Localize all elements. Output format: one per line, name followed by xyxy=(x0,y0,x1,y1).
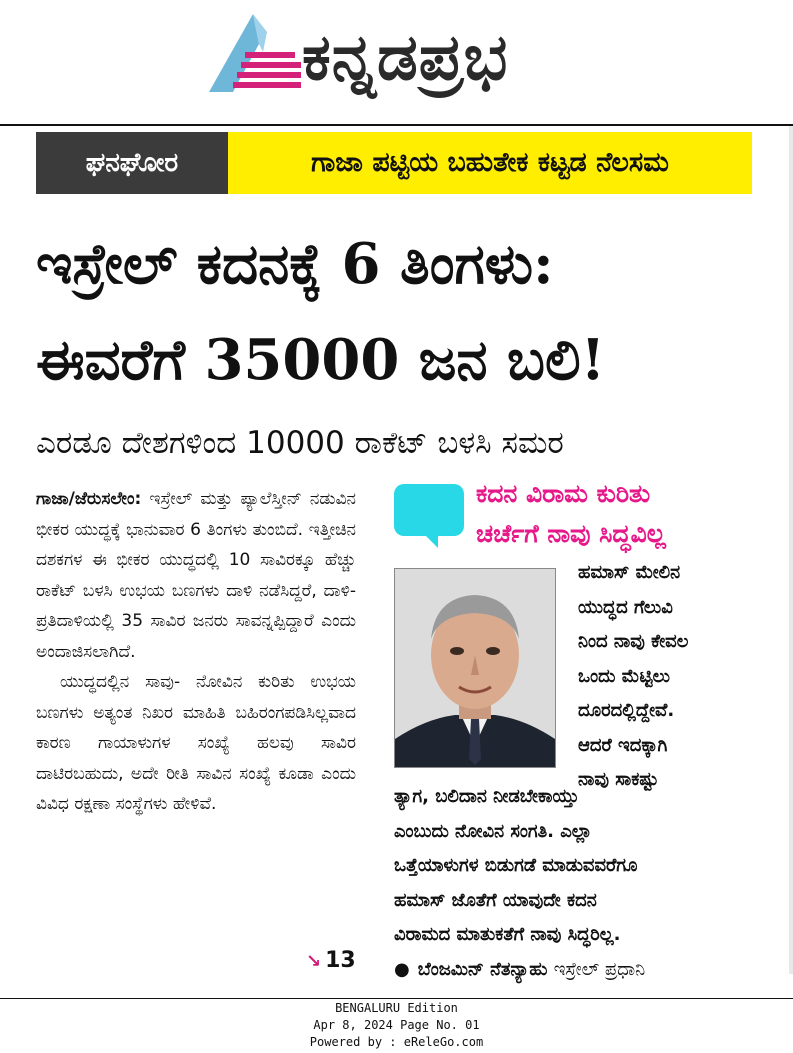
footer-edition: BENGALURU Edition xyxy=(335,1001,458,1015)
dateline: ಗಾಜಾ/ಜೆರುಸಲೇಂ: xyxy=(36,489,142,509)
attribution-title: ಇಸ್ರೇಲ್ ಪ್ರಧಾನಿ xyxy=(553,958,646,980)
logo-wordmark: ಕನ್ನಡಪ್ರಭ xyxy=(302,21,509,95)
masthead-rule xyxy=(0,124,793,126)
quote-line: ನಿಂದ ನಾವು ಕೇವಲ xyxy=(578,631,689,652)
kicker-label: ಘನಘೋರ xyxy=(36,132,228,194)
attribution-name: ಬೆಂಜಮಿನ್ ನೆತನ್ಯಾಹು xyxy=(417,958,548,980)
article-body xyxy=(36,484,356,820)
quote-line: ಒಂದು ಮೆಟ್ಟಿಲು xyxy=(578,665,670,687)
quote-line: ನಾವು ಸಾಕಷ್ಟು xyxy=(578,769,659,790)
paragraph-1-text: ಇಸ್ರೇಲ್ ಮತ್ತು ಪ್ಯಾಲೆಸ್ತೀನ್ ನಡುವಿನ ಭೀಕರ ಯುದ್ಧಕ್ಕೆ ಭಾನುವಾರ 6 ತಿಂಗಳು ತುಂಬಿದೆ. ಇತ್ತೀಚಿನ ದಶಕಗಳ ಈ ಭೀಕರ ಯುದ್ಧದಲ್ಲಿ 10 ಸಾವಿರಕ್ಕೂ ಹೆಚ್ಚು ರಾಕೆಟ್ ಬಳಸಿ ಉಭಯ ಬಣಗಳು ದಾಳಿ ನಡೆಸಿದ್ದರೆ, ದಾಳಿ-ಪ್ರತಿದಾಳಿಯಲ್ಲಿ 35 ಸಾವಿರ ಜನರು ಸಾವನ್ನಪ್ಪಿದ್ದಾರೆ ಎಂದು ಅಂದಾಜಿಸಲಾಗಿದೆ. xyxy=(36,489,356,662)
footer xyxy=(0,1000,793,1051)
jump-page-number: 13 xyxy=(325,948,356,973)
quote-line: ವಿರಾಮದ ಮಾತುಕತೆಗೆ ನಾವು ಸಿದ್ಧರಿಲ್ಲ. xyxy=(394,924,621,945)
bullet-icon: ● xyxy=(394,958,410,980)
quote-line: ಹಮಾಸ್ ಮೇಲಿನ xyxy=(578,562,681,583)
arrow-down-right-icon: ↘ xyxy=(306,951,322,972)
logo-triangle-icon xyxy=(205,12,305,96)
quote-line: ಒತ್ತೆಯಾಳುಗಳ ಬಿಡುಗಡೆ ಮಾಡುವವರೆಗೂ xyxy=(394,855,638,876)
quote-line: ಯುದ್ಧದ ಗೆಲುವಿ xyxy=(578,596,673,618)
quote-line: ಹಮಾಸ್ ಜೊತೆಗೆ ಯಾವುದೇ ಕದನ xyxy=(394,889,597,911)
quote-line: ತ್ಯಾಗ, ಬಲಿದಾನ ನೀಡಬೇಕಾಯ್ತು xyxy=(394,786,579,807)
article-paragraph-2: ಯುದ್ಧದಲ್ಲಿನ ಸಾವು- ನೋವಿನ ಕುರಿತು ಉಭಯ ಬಣಗಳು ಅತ್ಯಂತ ನಿಖರ ಮಾಹಿತಿ ಬಹಿರಂಗಪಡಿಸಿಲ್ಲವಾದ ಕಾರಣ ಗಾಯಾಳುಗಳ ಸಂಖ್ಯೆ ಹಲವು ಸಾವಿರ ದಾಟಿರಬಹುದು, ಅದೇ ರೀತಿ ಸಾವಿನ ಸಂಖ್ಯೆ ಕೂಡಾ ಎಂದು ವಿವಿಧ ರಕ್ಷಣಾ ಸಂಸ್ಥೆಗಳು ಹೇಳಿವೆ. xyxy=(36,672,356,814)
headline-line-2: ಈವರೆಗೆ 35000 ಜನ ಬಲಿ! xyxy=(36,327,606,393)
article-paragraph-1 xyxy=(36,484,356,667)
footer-date-page: Apr 8, 2024 Page No. 01 xyxy=(313,1018,480,1032)
quote-text-wrapped xyxy=(578,556,758,798)
kicker-strip: ಗಾಜಾ ಪಟ್ಟಿಯ ಬಹುತೇಕ ಕಟ್ಟಡ ನೆಲಸಮ xyxy=(228,132,752,194)
headline-line-1: ಇಸ್ರೇಲ್ ಕದನಕ್ಕೆ 6 ತಿಂಗಳು: xyxy=(36,231,554,297)
quote-line: ದೂರದಲ್ಲಿದ್ದೇವೆ. xyxy=(578,700,675,721)
page-edge xyxy=(789,126,793,974)
quote-line: ಆದರೆ ಇದಕ್ಕಾಗಿ xyxy=(578,734,668,756)
quote-headline xyxy=(476,474,766,554)
quote-headline-line-1: ಕದನ ವಿರಾಮ ಕುರಿತು xyxy=(476,479,651,508)
portrait-photo xyxy=(394,568,556,768)
quote-text-full xyxy=(394,780,766,987)
speech-bubble-icon xyxy=(394,484,464,536)
masthead xyxy=(0,0,793,124)
quote-attribution xyxy=(394,953,766,988)
footer-powered-by[interactable]: Powered by : eReleGo.com xyxy=(309,1035,484,1049)
subheadline: ಎರಡೂ ದೇಶಗಳಿಂದ 10000 ರಾಕೆಟ್ ಬಳಸಿ ಸಮರ xyxy=(36,425,564,461)
quote-line: ಎಂಬುದು ನೋವಿನ ಸಂಗತಿ. ಎಲ್ಲಾ xyxy=(394,820,592,842)
footer-rule xyxy=(0,998,793,999)
portrait-image xyxy=(395,569,555,767)
quote-headline-line-2: ಚರ್ಚೆಗೆ ನಾವು ಸಿದ್ಧವಿಲ್ಲ xyxy=(476,519,666,548)
jump-to-page[interactable] xyxy=(306,948,356,973)
main-headline xyxy=(36,216,756,408)
